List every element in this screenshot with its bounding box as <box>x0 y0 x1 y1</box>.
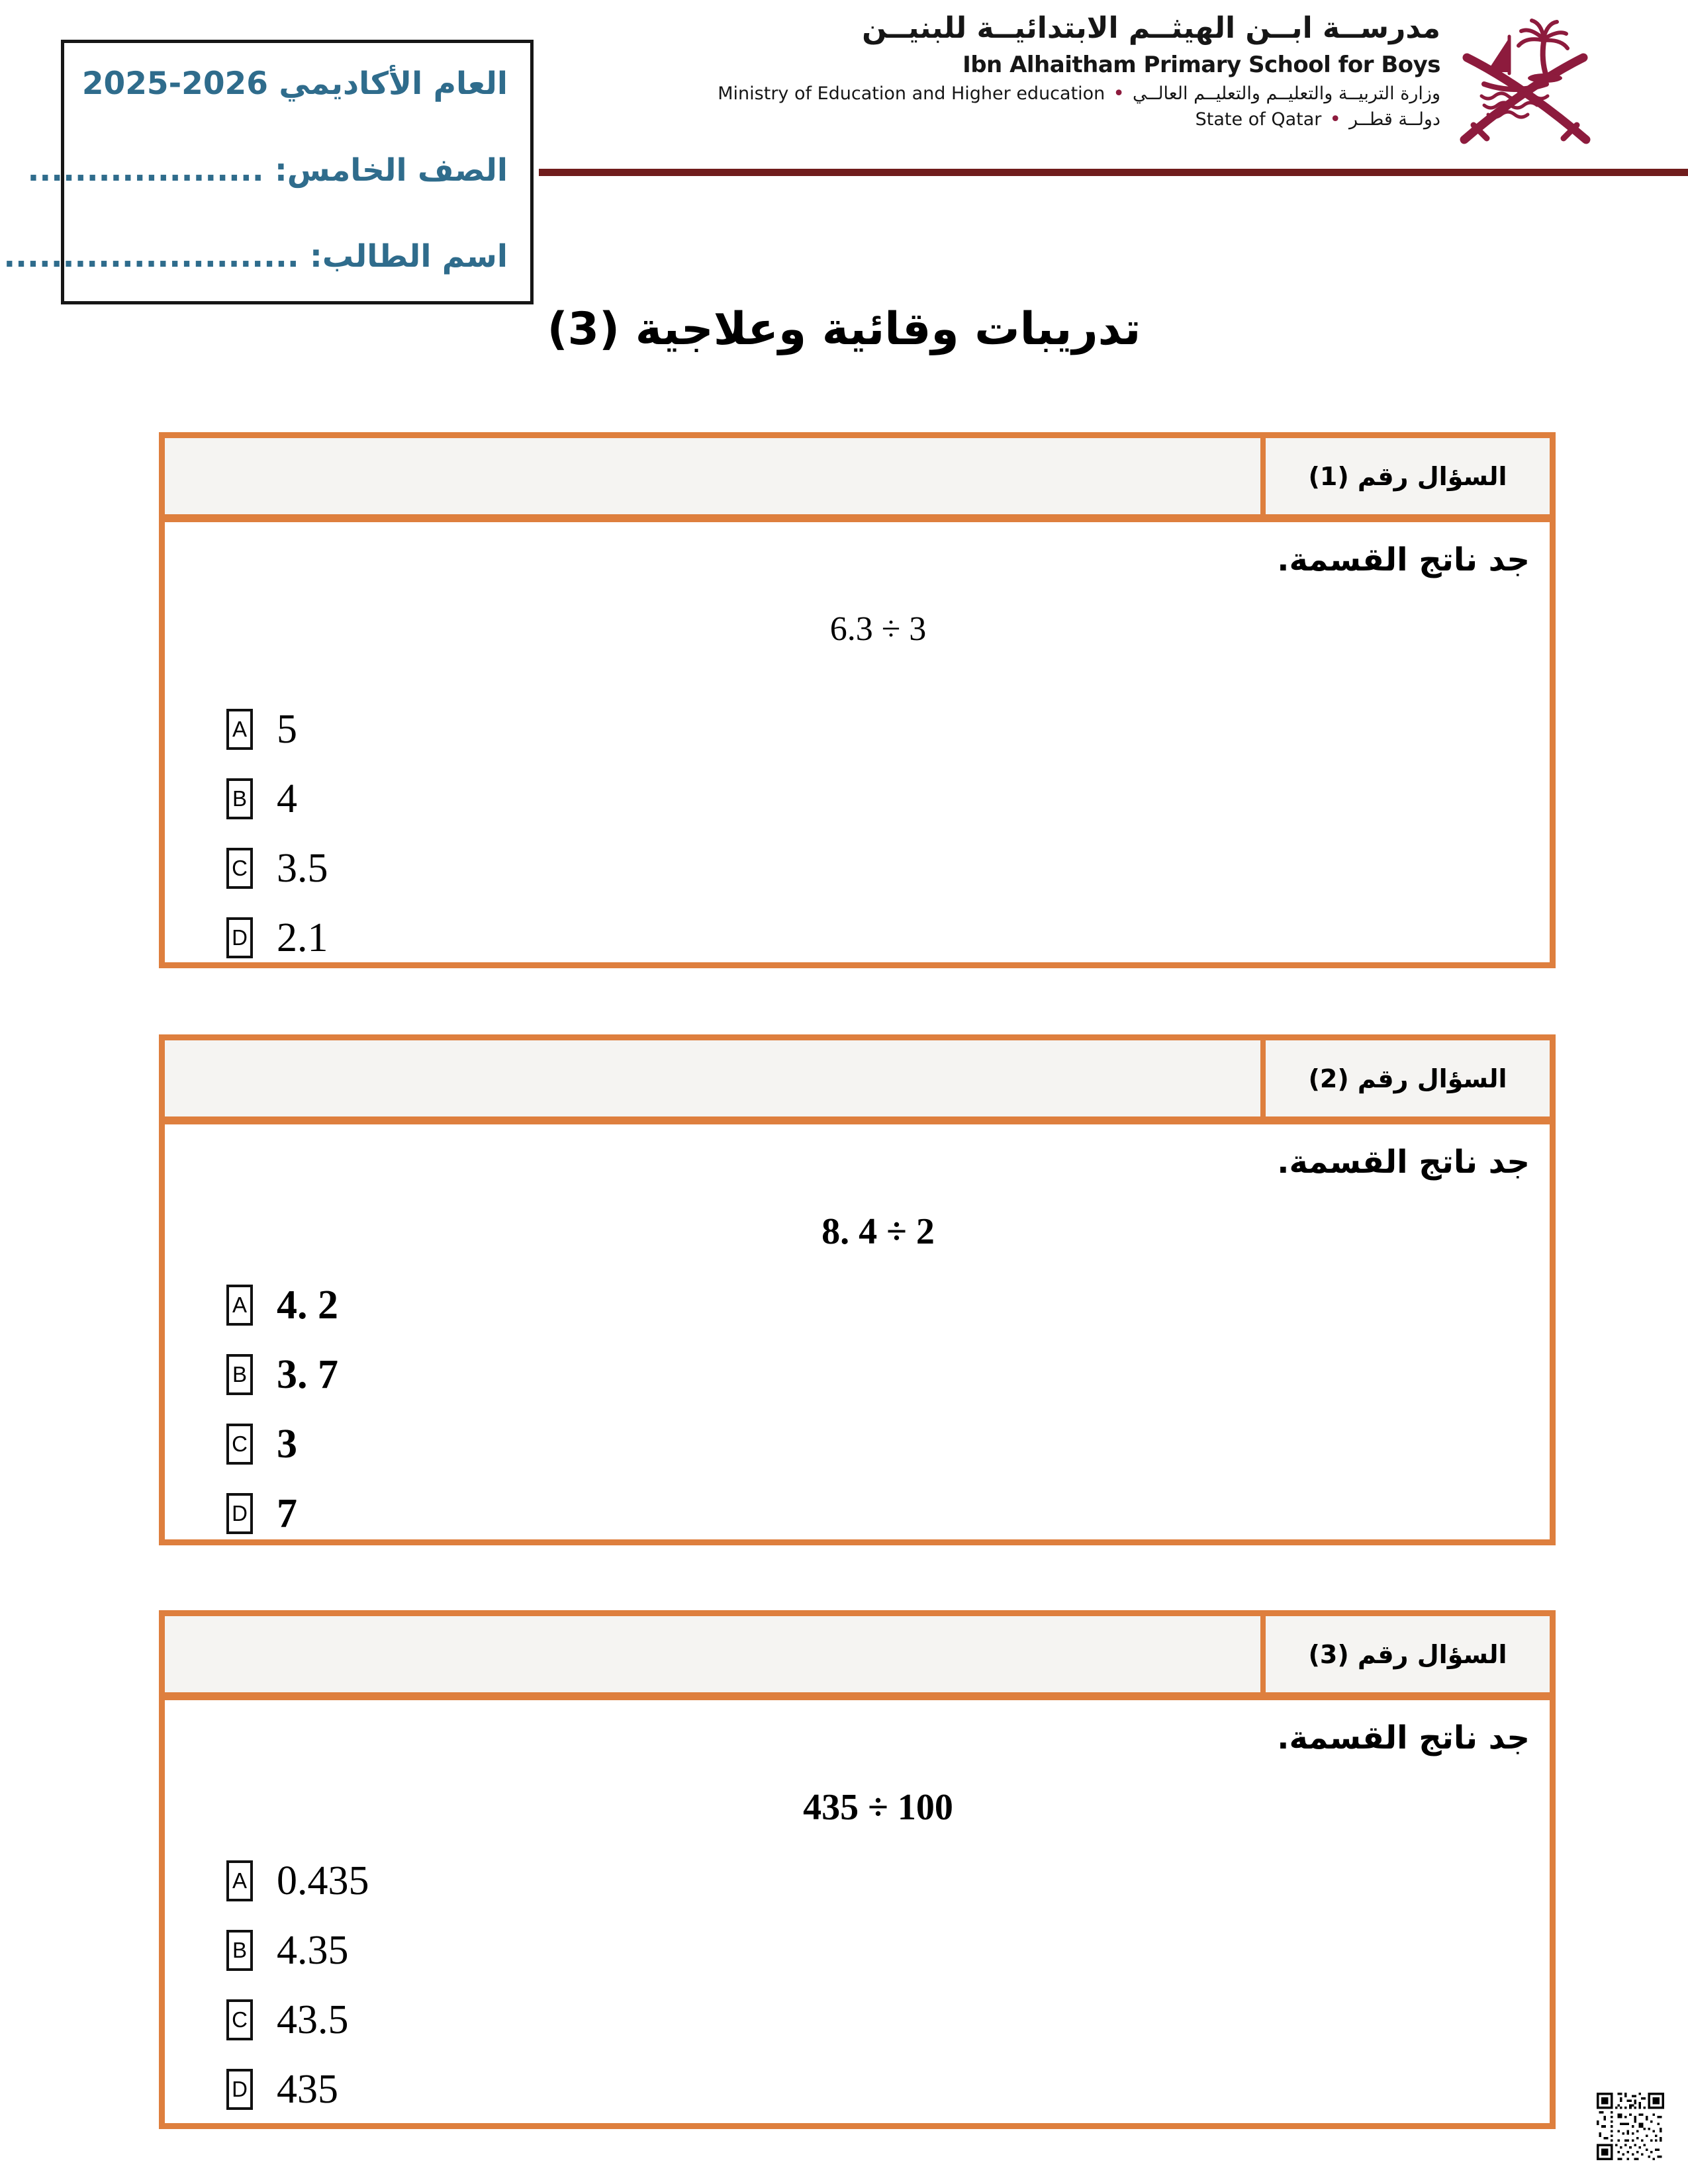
option-b-letter-box: B <box>226 1930 253 1971</box>
bullet-separator-icon: • <box>1329 107 1342 131</box>
question-3-header-spacer <box>165 1616 1260 1692</box>
option-d-letter-box: D <box>226 1493 253 1534</box>
school-name-english: Ibn Alhaitham Primary School for Boys <box>962 52 1440 78</box>
option-row <box>226 778 1530 819</box>
question-3-box <box>159 1610 1556 2129</box>
question-1-header-spacer <box>165 438 1260 514</box>
question-3-body <box>165 1700 1550 2110</box>
question-3-options <box>226 1860 1530 2110</box>
option-c-letter-box: C <box>226 848 253 889</box>
question-1-body <box>165 522 1550 958</box>
option-b-value: 3. 7 <box>277 1351 338 1397</box>
question-2-body <box>165 1124 1550 1534</box>
option-row <box>226 1999 1530 2040</box>
school-brand <box>718 8 1440 132</box>
option-a-value: 4. 2 <box>277 1282 338 1328</box>
academic-year-text: العام الأكاديمي 2026-2025 <box>81 66 508 102</box>
question-3-equation: 435 ÷ 100 <box>803 1787 953 1828</box>
option-row <box>226 2066 1530 2112</box>
option-d-letter-box: D <box>226 2069 253 2110</box>
student-info-box <box>3 40 534 304</box>
option-row <box>226 1282 1530 1328</box>
option-row <box>226 1421 1530 1467</box>
question-1-equation: 6.3 ÷ 3 <box>829 610 927 648</box>
school-name-arabic: مدرســة ابــن الهيثــم الابتدائيــة للبنيــن <box>862 11 1440 45</box>
question-3-prompt: جد ناتج القسمة. <box>1277 1719 1530 1756</box>
option-row <box>226 1860 1530 1901</box>
option-c-value: 3 <box>277 1421 297 1467</box>
option-b-value: 4 <box>277 776 297 821</box>
option-c-value: 43.5 <box>277 1997 349 2042</box>
question-1-box <box>159 432 1556 968</box>
student-name-line: اسم الطالب: ......................... <box>3 238 508 275</box>
option-a-letter-box: A <box>226 709 253 750</box>
option-row <box>226 917 1530 958</box>
ministry-text-en: Ministry of Education and Higher education <box>718 83 1105 104</box>
qr-code-icon <box>1597 2093 1664 2160</box>
qatar-emblem-icon <box>1446 3 1605 150</box>
ministry-line <box>718 81 1440 107</box>
state-line <box>718 107 1440 132</box>
option-a-value: 5 <box>277 706 297 752</box>
option-a-letter-box: A <box>226 1860 253 1901</box>
question-1-header <box>165 438 1550 522</box>
question-2-header <box>165 1040 1550 1124</box>
question-2-number-label: السؤال رقم (2) <box>1260 1040 1550 1116</box>
option-row <box>226 1490 1530 1536</box>
question-2-equation: 8. 4 ÷ 2 <box>821 1211 935 1252</box>
question-3-number-label: السؤال رقم (3) <box>1260 1616 1550 1692</box>
option-row <box>226 845 1530 891</box>
bullet-separator-icon: • <box>1113 81 1125 105</box>
option-b-letter-box: B <box>226 778 253 819</box>
option-a-value: 0.435 <box>277 1858 369 1903</box>
header-divider-line <box>539 169 1688 176</box>
option-d-value: 7 <box>277 1490 297 1536</box>
option-d-value: 435 <box>277 2066 338 2112</box>
option-d-value: 2.1 <box>277 915 328 960</box>
option-row <box>226 1927 1530 1973</box>
option-d-letter-box: D <box>226 917 253 958</box>
option-b-letter-box: B <box>226 1354 253 1395</box>
option-c-letter-box: C <box>226 1999 253 2040</box>
question-2-prompt: جد ناتج القسمة. <box>1277 1144 1530 1181</box>
option-c-value: 3.5 <box>277 845 328 891</box>
worksheet-title: تدريبات وقائية وعلاجية (3) <box>547 303 1141 355</box>
option-a-letter-box: A <box>226 1285 253 1326</box>
state-text-en: State of Qatar <box>1195 109 1322 130</box>
option-c-letter-box: C <box>226 1424 253 1465</box>
question-2-box <box>159 1034 1556 1545</box>
grade-line: الصف الخامس: .................... <box>27 152 508 189</box>
state-text-ar: دولــة قطــر <box>1349 109 1440 130</box>
question-2-header-spacer <box>165 1040 1260 1116</box>
question-1-number-label: السؤال رقم (1) <box>1260 438 1550 514</box>
option-row <box>226 706 1530 752</box>
question-2-options <box>226 1282 1530 1536</box>
question-1-options <box>226 706 1530 960</box>
option-b-value: 4.35 <box>277 1927 349 1973</box>
option-row <box>226 1351 1530 1397</box>
question-1-prompt: جد ناتج القسمة. <box>1277 541 1530 578</box>
ministry-text-ar: وزارة التربيــة والتعليــم والتعليــم العالــي <box>1133 83 1440 104</box>
question-3-header <box>165 1616 1550 1700</box>
